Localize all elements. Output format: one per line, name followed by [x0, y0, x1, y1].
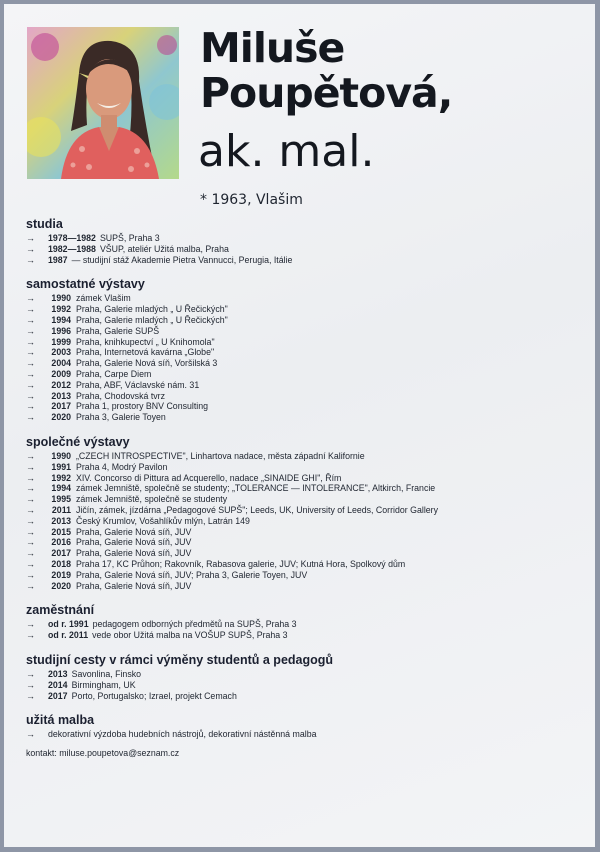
- item-year: 1978—1982: [48, 233, 96, 243]
- list-item: [26, 494, 586, 505]
- item-text: zámek Jemniště, společně se studenty; „TOLERANCE — INTOLERANCE", Altkirch, Francie: [76, 483, 436, 494]
- item-year: 2013: [51, 515, 71, 526]
- item-text: Jičín, zámek, jízdárna „Pedagogové SUPŠ"; Leeds, UK, University of Leeds, Corridor Gallery: [76, 504, 438, 515]
- item-text: Savonlina, Finsko: [71, 668, 142, 679]
- arrow-icon: →: [26, 494, 35, 505]
- item-text: Praha 4, Modrý Pavilon: [76, 461, 168, 472]
- item-text: VŠUP, ateliér Užitá malba, Praha: [99, 243, 229, 254]
- list-item: [26, 293, 586, 304]
- item-text: Praha 17, KC Průhon; Rakovník, Rabasova galerie, JUV; Kutná Hora, Spolkový dům: [76, 558, 406, 569]
- list-item: [26, 369, 586, 380]
- list-item: [26, 233, 586, 244]
- item-year: 2011: [51, 504, 71, 515]
- item-text: vede obor Užitá malba na VOŠUP SUPŠ, Praha 3: [92, 630, 288, 641]
- item-year: 1990: [51, 293, 71, 304]
- item-text: Český Krumlov, Vošahlíkův mlýn, Latrán 149: [76, 515, 250, 526]
- item-year: 1990: [51, 450, 71, 461]
- arrow-icon: →: [26, 450, 35, 461]
- arrow-icon: →: [26, 580, 35, 591]
- section-title-solo: samostatné výstavy: [26, 277, 145, 292]
- item-text: Praha, Galerie mladých „ U Řečických": [76, 314, 228, 325]
- academic-title: ak. mal.: [198, 126, 375, 177]
- list-item: [26, 680, 586, 691]
- item-year: 2020: [51, 580, 71, 591]
- list-item: [26, 537, 586, 548]
- item-year: 2013: [48, 668, 68, 679]
- arrow-icon: →: [26, 472, 35, 483]
- item-text: Praha 1, prostory BNV Consulting: [76, 401, 209, 412]
- item-year: 1994: [51, 483, 71, 494]
- item-text: XIV. Concorso di Pittura ad Acquerello, nadace „SINAIDE GHI", Řím: [76, 472, 342, 483]
- item-text: Praha, Galerie Nová síň, JUV: [76, 537, 192, 548]
- arrow-icon: →: [26, 569, 35, 580]
- item-text: Praha, Carpe Diem: [76, 368, 152, 379]
- arrow-icon: →: [26, 515, 35, 526]
- artist-name: [200, 26, 452, 116]
- arrow-icon: →: [26, 461, 35, 472]
- arrow-icon: →: [26, 314, 35, 325]
- arrow-icon: →: [26, 243, 35, 254]
- item-text: SUPŠ, Praha 3: [99, 233, 160, 243]
- list-item: [26, 559, 586, 570]
- section-applied-painting: [26, 713, 586, 740]
- list-item: [26, 380, 586, 391]
- section-study-trips: [26, 653, 586, 701]
- arrow-icon: →: [26, 358, 35, 369]
- item-year: 2020: [51, 412, 71, 423]
- item-year: 2017: [51, 401, 71, 412]
- item-text: Praha, Galerie Nová síň, Voršilská 3: [76, 358, 218, 369]
- arrow-icon: →: [26, 619, 35, 630]
- item-text: pedagogem odborných předmětů na SUPŠ, Praha 3: [92, 619, 297, 630]
- item-year: 2019: [51, 569, 71, 580]
- arrow-icon: →: [26, 401, 35, 412]
- list-item: [26, 401, 586, 412]
- list-item: [26, 304, 586, 315]
- list-item: [26, 483, 586, 494]
- item-text: zámek Jemniště, společně se studenty: [76, 494, 228, 505]
- item-text: Praha, Galerie Nová síň, JUV; Praha 3, Galerie Toyen, JUV: [76, 569, 308, 580]
- list-item: [26, 548, 586, 559]
- list-item: [26, 462, 586, 473]
- arrow-icon: →: [26, 537, 35, 548]
- list-item: [26, 451, 586, 462]
- arrow-icon: →: [26, 526, 35, 537]
- item-year: 1987: [48, 254, 68, 265]
- list-item: [26, 505, 586, 516]
- item-text: dekorativní výzdoba hudebních nástrojů, dekorativní nástěnná malba: [48, 729, 317, 740]
- list-item: [26, 570, 586, 581]
- list-item: [26, 255, 586, 266]
- item-text: zámek Vlašim: [76, 293, 131, 304]
- item-year: 1995: [51, 494, 71, 505]
- section-solo-exhibitions: [26, 277, 586, 423]
- list-item: [26, 669, 586, 680]
- arrow-icon: →: [26, 483, 35, 494]
- arrow-icon: →: [26, 630, 35, 641]
- item-text: Praha, Galerie Nová síň, JUV: [76, 548, 192, 559]
- arrow-icon: →: [26, 690, 35, 701]
- item-year: 1992: [51, 304, 71, 315]
- item-year: 2014: [48, 679, 68, 690]
- item-text: Praha, Galerie SUPŠ: [76, 325, 160, 336]
- cv-content: [26, 217, 586, 759]
- list-item: [26, 358, 586, 369]
- list-item: [26, 581, 586, 592]
- name-last: Poupětová,: [200, 69, 453, 117]
- section-title-group: společné výstavy: [26, 434, 130, 449]
- list-item: [26, 729, 586, 740]
- item-year: 2004: [51, 358, 71, 369]
- section-title-studia: studia: [26, 217, 63, 231]
- item-year: 1994: [51, 314, 71, 325]
- arrow-icon: →: [26, 729, 35, 740]
- section-employment: [26, 603, 586, 641]
- item-year: 2016: [51, 537, 71, 548]
- arrow-icon: →: [26, 304, 35, 315]
- item-year: 1996: [51, 325, 71, 336]
- arrow-icon: →: [26, 347, 35, 358]
- item-year: 2017: [51, 548, 71, 559]
- portrait-image: [27, 27, 179, 179]
- item-text: Praha, Galerie mladých „ U Řečických": [76, 304, 228, 315]
- item-text: Praha, knihkupectví „ U Knihomola": [76, 336, 215, 347]
- section-group-exhibitions: [26, 435, 586, 591]
- arrow-icon: →: [26, 336, 35, 347]
- name-first: Miluše: [200, 24, 345, 72]
- list-item: [26, 412, 586, 423]
- item-text: Praha, ABF, Václavské nám. 31: [76, 379, 200, 390]
- arrow-icon: →: [26, 412, 35, 423]
- arrow-icon: →: [26, 368, 35, 379]
- section-title-applied: užitá malba: [26, 713, 95, 728]
- section-title-trips: studijní cesty v rámci výměny studentů a pedagogů: [26, 652, 334, 667]
- item-text: — studijní stáž Akademie Pietra Vannucci, Perugia, Itálie: [71, 254, 293, 265]
- list-item: [26, 527, 586, 538]
- item-year: 2009: [51, 368, 71, 379]
- list-item: [26, 347, 586, 358]
- item-year: 1982—1988: [48, 243, 96, 254]
- list-item: [26, 516, 586, 527]
- item-year: 1999: [51, 336, 71, 347]
- list-item: [26, 691, 586, 702]
- item-text: Porto, Portugalsko; Izrael, projekt Cemach: [71, 690, 237, 701]
- item-year: 2003: [51, 347, 71, 358]
- item-text: „CZECH INTROSPECTIVE", Linhartova nadace, města západní Kalifornie: [76, 450, 365, 461]
- item-text: Praha 3, Galerie Toyen: [76, 412, 166, 423]
- list-item: [26, 337, 586, 348]
- item-year: 2013: [51, 390, 71, 401]
- item-text: Praha, Chodovská tvrz: [76, 390, 165, 401]
- item-text: Praha, Galerie Nová síň, JUV: [76, 526, 192, 537]
- arrow-icon: →: [26, 325, 35, 336]
- item-year: 1991: [51, 461, 71, 472]
- item-year: 2012: [51, 379, 71, 390]
- item-text: Birmingham, UK: [71, 679, 136, 690]
- birth-info: * 1963, Vlašim: [200, 192, 303, 208]
- list-item: [26, 391, 586, 402]
- item-year: od r. 2011: [48, 630, 89, 641]
- item-text: Praha, Internetová kavárna „Globe": [76, 347, 215, 358]
- section-title-employment: zaměstnání: [26, 603, 95, 618]
- arrow-icon: →: [26, 679, 35, 690]
- item-text: Praha, Galerie Nová síň, JUV: [76, 580, 192, 591]
- portrait-photo: [27, 27, 179, 179]
- item-year: od r. 1991: [48, 619, 89, 630]
- list-item: [26, 473, 586, 484]
- arrow-icon: →: [26, 668, 35, 679]
- arrow-icon: →: [26, 233, 35, 243]
- list-item: [26, 619, 586, 630]
- arrow-icon: →: [26, 548, 35, 559]
- list-item: [26, 326, 586, 337]
- arrow-icon: →: [26, 504, 35, 515]
- arrow-icon: →: [26, 558, 35, 569]
- arrow-icon: →: [26, 254, 35, 265]
- item-year: 2017: [48, 690, 68, 701]
- item-year: 2015: [51, 526, 71, 537]
- item-year: 1992: [51, 472, 71, 483]
- list-item: [26, 244, 586, 255]
- contact-line: kontakt: miluse.poupetova@seznam.cz: [26, 748, 180, 759]
- list-item: [26, 630, 586, 641]
- list-item: [26, 315, 586, 326]
- section-studia: [26, 217, 586, 265]
- arrow-icon: →: [26, 293, 35, 304]
- arrow-icon: →: [26, 379, 35, 390]
- arrow-icon: →: [26, 390, 35, 401]
- item-year: 2018: [51, 558, 71, 569]
